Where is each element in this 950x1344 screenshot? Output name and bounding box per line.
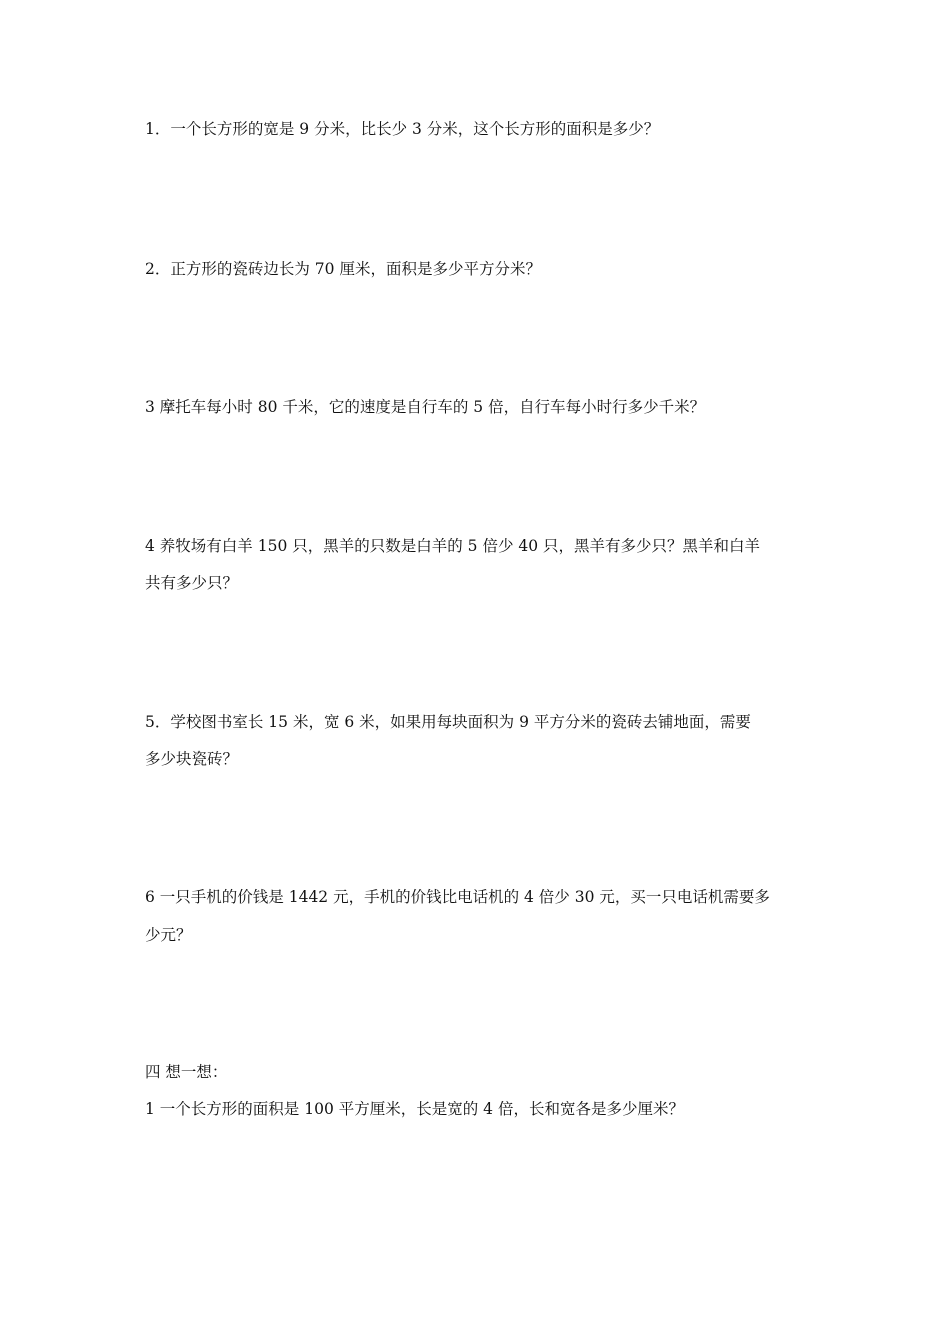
question-6-line-2: 少元？ <box>145 926 192 944</box>
question-3: 3 摩托车每小时 80 千米，它的速度是自行车的 5 倍，自行车每小时行多少千米？ <box>145 398 706 416</box>
question-2: 2．正方形的瓷砖边长为 70 厘米，面积是多少平方分米？ <box>145 260 541 278</box>
question-4-line-1: 4 养牧场有白羊 150 只，黑羊的只数是白羊的 5 倍少 40 只，黑羊有多少只？黑羊和白羊 <box>145 537 761 555</box>
question-5-line-1: 5．学校图书室长 15 米，宽 6 米，如果用每块面积为 9 平方分米的瓷砖去铺地面，需要 <box>145 713 751 731</box>
section-4-heading: 四 想一想： <box>145 1063 228 1081</box>
question-6-line-1: 6 一只手机的价钱是 1442 元，手机的价钱比电话机的 4 倍少 30 元，买一只电话机需要多 <box>145 888 770 906</box>
question-4-line-2: 共有多少只？ <box>145 574 239 592</box>
question-5-line-2: 多少块瓷砖？ <box>145 750 239 768</box>
section-4-question-1: 1 一个长方形的面积是 100 平方厘米，长是宽的 4 倍，长和宽各是多少厘米？ <box>145 1100 684 1118</box>
question-1: 1．一个长方形的宽是 9 分米，比长少 3 分米，这个长方形的面积是多少？ <box>145 120 660 138</box>
